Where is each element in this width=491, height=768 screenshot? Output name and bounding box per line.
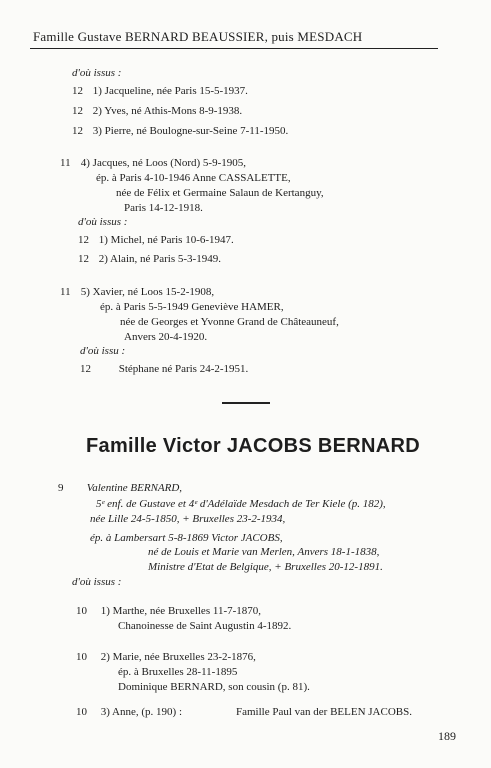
child-text: 2) Yves, né Athis-Mons 8-9-1938. — [92, 105, 243, 117]
generation-number: 12 — [78, 234, 89, 246]
issus-label: d'où issus : — [72, 576, 122, 588]
generation-number: 10 — [76, 605, 87, 617]
person-entry-jacques — [60, 156, 246, 171]
entry-line: ép. à Lambersart 5-8-1869 Victor JACOBS, — [90, 532, 283, 544]
entry-line: Chanoinesse de Saint Augustin 4-1892. — [118, 620, 292, 632]
header-rule — [30, 48, 438, 49]
person-entry-xavier — [60, 285, 214, 300]
entry-line: Paris 14-12-1918. — [124, 202, 203, 214]
entry-line: Anvers 20-4-1920. — [124, 331, 208, 343]
generation-number: 12 — [72, 105, 83, 117]
page-number: 189 — [438, 729, 456, 743]
issus-label: d'où issus : — [72, 67, 122, 79]
entry-line: Dominique BERNARD, son cousin (p. 81). — [118, 681, 310, 693]
child-text: 1) Michel, né Paris 10-6-1947. — [98, 234, 234, 246]
child-entry — [78, 233, 234, 248]
entry-line: 4) Jacques, né Loos (Nord) 5-9-1905, — [80, 157, 247, 169]
entry-line: ép. à Paris 4-10-1946 Anne CASSALETTE, — [96, 172, 291, 184]
entry-line: 2) Marie, née Bruxelles 23-2-1876, — [100, 651, 256, 663]
entry-line: ép. à Bruxelles 28-11-1895 — [118, 666, 238, 678]
entry-line: né de Louis et Marie van Merlen, Anvers 18-1-1838, — [148, 546, 380, 558]
generation-number: 11 — [60, 286, 71, 298]
generation-number: 10 — [76, 706, 87, 718]
generation-number: 11 — [60, 157, 71, 169]
entry-line: née Lille 24-5-1850, + Bruxelles 23-2-1934, — [90, 513, 286, 525]
generation-number: 12 — [72, 125, 83, 137]
entry-line: Ministre d'Etat de Belgique, + Bruxelles 20-12-1891. — [148, 561, 383, 573]
entry-line: 5ᵉ enf. de Gustave et 4ᵉ d'Adélaïde Mesdach de Ter Kiele (p. 182), — [96, 498, 386, 510]
child-entry — [72, 104, 242, 119]
entry-line: Valentine BERNARD, — [86, 482, 183, 494]
generation-number: 10 — [76, 651, 87, 663]
child-text: 2) Alain, né Paris 5-3-1949. — [98, 253, 221, 265]
entry-line: 1) Marthe, née Bruxelles 11-7-1870, — [100, 605, 262, 617]
issus-label: d'où issus : — [78, 216, 128, 228]
entry-line: 5) Xavier, né Loos 15-2-1908, — [80, 286, 215, 298]
child-entry — [72, 84, 248, 99]
entry-line: née de Georges et Yvonne Grand de Châteauneuf, — [120, 316, 339, 328]
child-text: 1) Jacqueline, née Paris 15-5-1937. — [92, 85, 248, 97]
section-divider — [222, 402, 270, 404]
child-entry — [78, 252, 221, 267]
entry-line: née de Félix et Germaine Salaun de Kertanguy, — [116, 187, 324, 199]
entry-line: ép. à Paris 5-5-1949 Geneviève HAMER, — [100, 301, 284, 313]
child-text: 3) Pierre, né Boulogne-sur-Seine 7-11-1950. — [92, 125, 289, 137]
entry-line: 3) Anne, (p. 190) : — [100, 706, 183, 718]
child-entry-marthe — [76, 604, 261, 619]
child-text: Stéphane né Paris 24-2-1951. — [118, 363, 249, 375]
running-header: Famille Gustave BERNARD BEAUSSIER, puis MESDACH — [33, 29, 363, 44]
child-entry — [72, 124, 288, 139]
generation-number: 12 — [78, 253, 89, 265]
person-entry-valentine — [58, 481, 182, 496]
generation-number: 9 — [58, 482, 64, 494]
child-entry — [80, 362, 248, 377]
cross-reference: Famille Paul van der BELEN JACOBS. — [236, 706, 412, 718]
section-title: Famille Victor JACOBS BERNARD — [86, 435, 420, 457]
generation-number: 12 — [80, 363, 91, 375]
generation-number: 12 — [72, 85, 83, 97]
child-entry-marie — [76, 650, 256, 665]
issu-label: d'où issu : — [80, 345, 126, 357]
child-entry-anne — [76, 705, 182, 720]
